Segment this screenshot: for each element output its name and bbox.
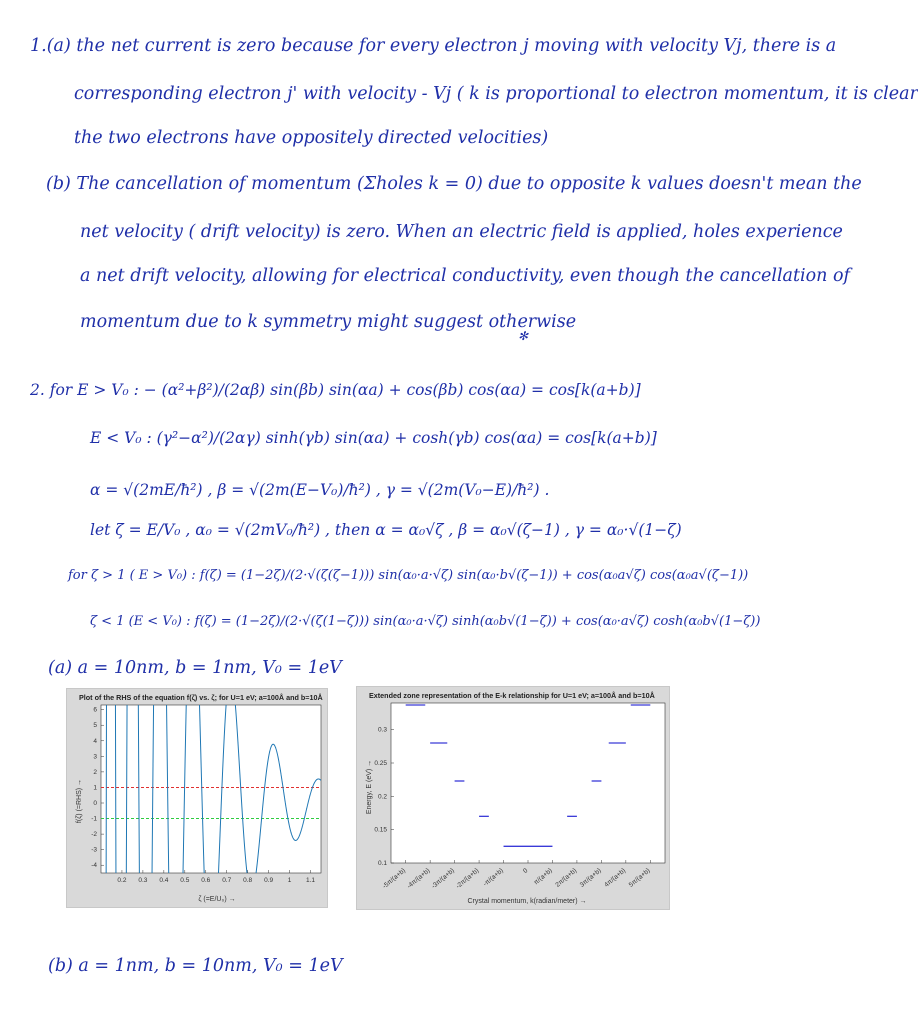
chart-f-zeta <box>67 689 327 907</box>
figure-1-title: Plot of the RHS of the equation f(ζ) vs. ζ; for U=1 eV; a=100Å and b=10Å <box>79 693 323 702</box>
x-axis-label: ζ (=E/U₀) → <box>198 896 236 903</box>
x-tick-label: 0 <box>522 867 530 875</box>
chart-e-k <box>357 687 669 909</box>
plot-area <box>101 705 321 873</box>
y-tick-label: 0 <box>93 800 97 807</box>
y-axis-label: f(ζ) (=RHS) → <box>76 778 83 824</box>
q1-line-1: 1.(a) the net current is zero because for every electron j moving with velocity Vj, there is a <box>30 36 837 56</box>
x-tick-label: 3π/(a+b) <box>578 867 603 889</box>
x-tick-label: 0.2 <box>117 877 127 884</box>
y-tick-label: -3 <box>91 846 97 854</box>
x-tick-label: 4π/(a+b) <box>603 867 628 889</box>
y-tick-label: -1 <box>91 815 97 823</box>
y-tick-label: 0.2 <box>377 793 387 801</box>
y-tick-label: 0.25 <box>374 760 387 767</box>
q1-line-6: a net drift velocity, allowing for electrical conductivity, even though the cancellation of <box>80 266 850 286</box>
y-tick-label: 5 <box>93 722 97 730</box>
plot-area <box>391 703 665 863</box>
q2-eq-2: E < V₀ : (γ²−α²)/(2αγ) sinh(γb) sin(αa) + cosh(γb) cos(αa) = cos[k(a+b)] <box>90 429 657 447</box>
x-tick-label: -π/(a+b) <box>482 867 505 888</box>
y-tick-label: 0.1 <box>377 860 387 867</box>
q1-line-3: the two electrons have oppositely directed velocities) <box>74 128 549 148</box>
x-tick-label: 2π/(a+b) <box>554 867 579 889</box>
x-tick-label: -5π/(a+b) <box>381 867 407 891</box>
x-tick-label: 0.7 <box>222 877 232 884</box>
y-axis-label: Energy, E (eV) → <box>366 759 373 815</box>
x-tick-label: -4π/(a+b) <box>405 867 432 891</box>
part-a-label: (a) a = 10nm, b = 1nm, V₀ = 1eV <box>48 658 342 678</box>
x-tick-label: 5π/(a+b) <box>627 867 652 889</box>
q2-eq-5: for ζ > 1 ( E > V₀) : f(ζ) = (1−2ζ)/(2·√(ζ(ζ−1))) sin(α₀·a·√ζ) sin(α₀·b√(ζ−1)) + cos(α₀a√ζ) cos(α₀a√(ζ−1)) <box>68 568 749 583</box>
x-tick-label: 0.3 <box>138 877 148 884</box>
x-tick-label: -3π/(a+b) <box>430 867 456 891</box>
x-tick-label: 0.9 <box>264 877 274 884</box>
q1-line-7: momentum due to k symmetry might suggest otherwise <box>80 312 577 332</box>
q1-line-2: corresponding electron j' with velocity - Vj ( k is proportional to electron momentum, it is clear <box>74 84 918 104</box>
y-tick-label: 0.15 <box>374 826 387 834</box>
x-tick-label: 1 <box>287 877 292 884</box>
figure-e-k <box>356 686 670 910</box>
y-tick-label: 2 <box>93 768 97 776</box>
y-tick-label: 4 <box>93 737 97 745</box>
x-tick-label: 0.5 <box>180 877 190 884</box>
q2-eq-4: let ζ = E/V₀ , α₀ = √(2mV₀/ħ²) , then α = α₀√ζ , β = α₀√(ζ−1) , γ = α₀·√(1−ζ) <box>90 521 682 539</box>
x-tick-label: π/(a+b) <box>532 867 554 887</box>
q2-eq-3: α = √(2mE/ħ²) , β = √(2m(E−V₀)/ħ²) , γ = √(2m(V₀−E)/ħ²) . <box>90 481 550 499</box>
y-tick-label: 1 <box>93 784 97 792</box>
y-tick-label: -4 <box>91 862 97 870</box>
x-tick-label: 0.4 <box>159 877 169 884</box>
x-tick-label: 0.6 <box>201 877 211 884</box>
q1-line-5: net velocity ( drift velocity) is zero. When an electric field is applied, holes experience <box>80 222 843 242</box>
y-tick-label: 0.3 <box>377 726 387 734</box>
x-tick-label: 1.1 <box>306 877 316 884</box>
y-tick-label: -2 <box>91 831 97 839</box>
q2-eq-6: ζ < 1 (E < V₀) : f(ζ) = (1−2ζ)/(2·√(ζ(1−ζ))) sin(α₀·a·√ζ) sinh(α₀b√(1−ζ)) + cos(α₀·a√ζ) cosh(α₀b√(1−ζ)) <box>90 614 761 629</box>
x-tick-label: 0.8 <box>243 877 253 884</box>
figure-f-zeta <box>66 688 328 908</box>
x-axis-label: Crystal momentum, k(radian/meter) → <box>467 898 587 905</box>
figure-2-title: Extended zone representation of the E-k relationship for U=1 eV; a=100Å and b=10Å <box>369 691 655 700</box>
q1-line-4: (b) The cancellation of momentum (Σholes k = 0) due to opposite k values doesn't mean the <box>46 174 862 194</box>
end-mark: ✻ <box>518 329 529 343</box>
q2-eq-1: 2. for E > V₀ : − (α²+β²)/(2αβ) sin(βb) sin(αa) + cos(βb) cos(αa) = cos[k(a+b)] <box>30 381 641 399</box>
x-tick-label: -2π/(a+b) <box>454 867 481 891</box>
y-tick-label: 6 <box>93 706 97 714</box>
y-tick-label: 3 <box>93 753 97 761</box>
part-b-label: (b) a = 1nm, b = 10nm, V₀ = 1eV <box>48 956 343 976</box>
